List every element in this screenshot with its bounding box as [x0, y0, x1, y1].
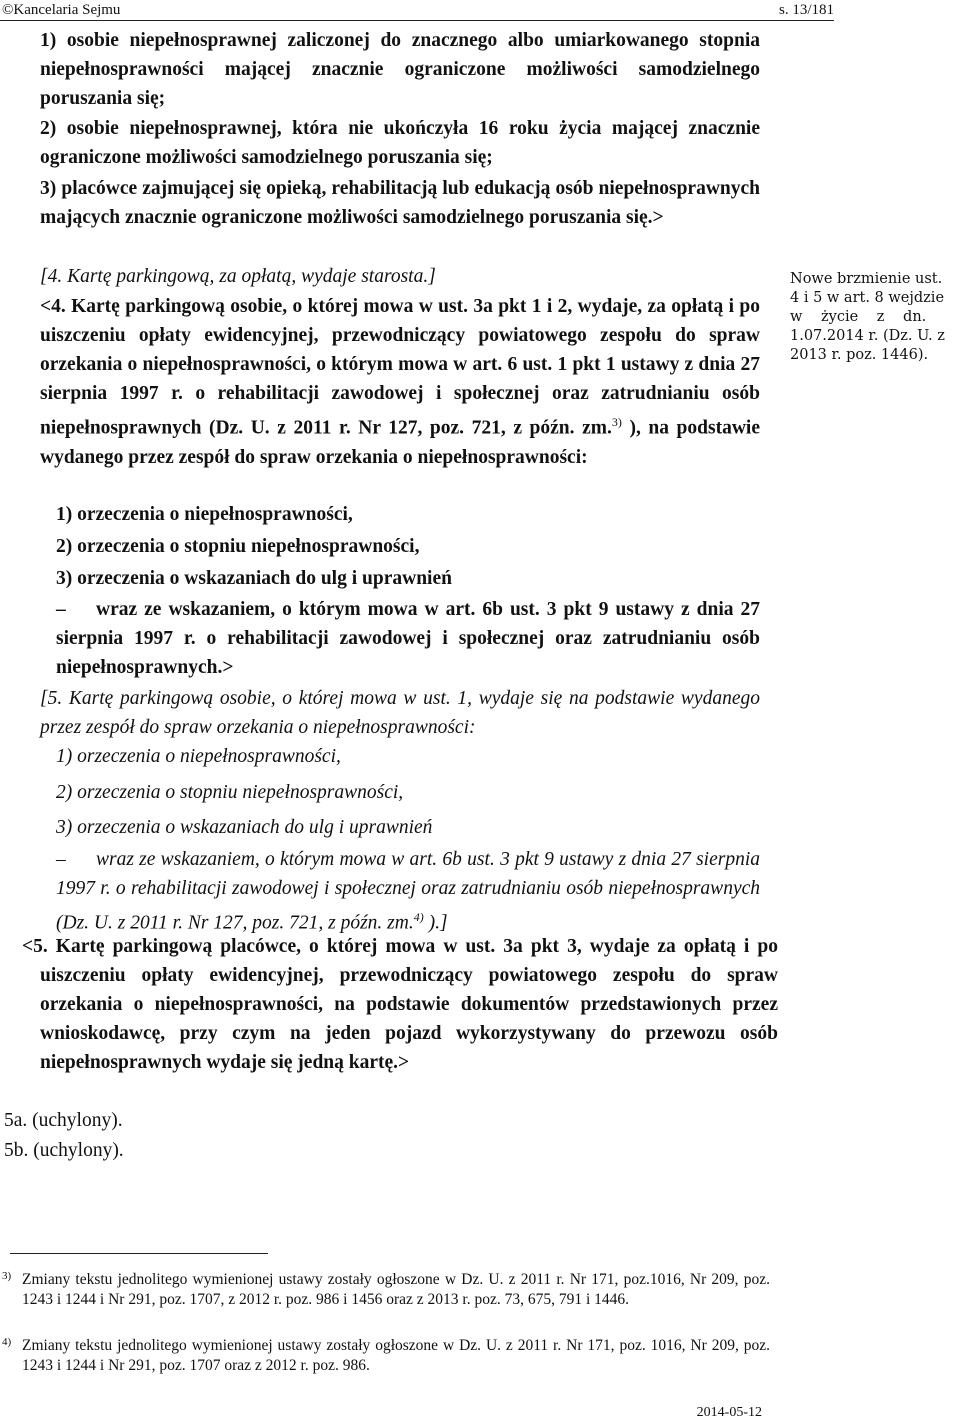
- clause-5b: 5b. (uchylony).: [4, 1140, 124, 1161]
- new-clause-4-dash: –: [56, 599, 66, 620]
- new-clause-5: <5. Kartę parkingową placówce, o której mowa w ust. 3a pkt 3, wydaje za opłatą i po uiszczeniu opłaty ewidencyjnej, przewodniczący powiatowego zespołu do spraw orzekania o niepełnosprawności, na podstawie dokumentów przedstawionych przez wnioskodawcę, przy czym na jeden pojazd wykorzystywany do przewozu osób niepełnosprawnych wydaje się jedną kartę.>: [22, 936, 778, 1073]
- footnote-ref-3: 3): [611, 415, 622, 429]
- new-clause-4-lead: <4. Kartę parkingową osobie, o której mowa w ust. 3a pkt 1 i 2, wydaje, za opłatą i po uiszczeniu opłaty ewidencyjnej, przewodniczący powiatowego zespołu do spraw orzekania o niepełnosprawności, o którym mowa w art. 6 ust. 1 pkt 1 ustawy z dnia 27 sierpnia 1997 r. o rehabilitacji zawodowej i społecznej oraz zatrudnianiu osób niepełnosprawnych (Dz. U. z 2011 r. Nr 127, poz. 721, z późn. zm.: [40, 296, 760, 439]
- margin-note-line-2: 4 i 5 w art. 8 wejdzie: [790, 290, 945, 306]
- header-source: ©Kancelaria Sejmu: [2, 2, 121, 18]
- margin-note-line-5: 2013 r. poz. 1446).: [790, 347, 929, 363]
- page-number: s. 13/181: [778, 2, 834, 18]
- footnote-ref-4: 4): [413, 910, 424, 924]
- footnote-4-text: Zmiany tekstu jednolitego wymienionej ustawy zostały ogłoszone w Dz. U. z 2011 r. Nr 171, poz. 1016, Nr 209, poz. 1243 i 1244 i Nr 291, poz. 1707 oraz z 2012 r. poz. 986.: [22, 1337, 770, 1374]
- old-clause-5-item-2: 2) orzeczenia o stopniu niepełnosprawności,: [56, 782, 404, 803]
- new-clause-4-item-3: 3) orzeczenia o wskazaniach do ulg i uprawnień: [56, 568, 452, 589]
- item-1: 1) osobie niepełnosprawnej zaliczonej do znacznego albo umiarkowanego stopnia niepełnosprawności mającej znacznie ograniczone możliwości samodzielnego poruszania się;: [40, 30, 760, 109]
- footnote-4-mark: 4): [2, 1336, 12, 1348]
- header-rule: [0, 20, 834, 21]
- item-3: 3) placówce zajmującej się opieką, rehabilitacją lub edukacją osób niepełnosprawnych mających znacznie ograniczone możliwości samodzielnego poruszania się.>: [40, 178, 760, 228]
- publication-date: 2014-05-12: [696, 1405, 762, 1420]
- old-clause-4: [4. Kartę parkingową, za opłatą, wydaje starosta.]: [40, 266, 436, 287]
- margin-note-line-4: 1.07.2014 r. (Dz. U. z: [790, 328, 945, 344]
- old-clause-5: [5. Kartę parkingową osobie, o której mowa w ust. 1, wydaje się na podstawie wydanego przez zespół do spraw orzekania o niepełnosprawności:: [40, 688, 760, 738]
- footnote-3-mark: 3): [2, 1270, 12, 1282]
- clause-5a: 5a. (uchylony).: [4, 1110, 123, 1131]
- old-clause-5-tail: [56, 845, 760, 938]
- old-clause-5-item-3: 3) orzeczenia o wskazaniach do ulg i uprawnień: [56, 817, 433, 838]
- footnote-3-text: Zmiany tekstu jednolitego wymienionej ustawy zostały ogłoszone w Dz. U. z 2011 r. Nr 171, poz.1016, Nr 209, poz. 1243 i 1244 i Nr 291, poz. 1707, z 2012 r. poz. 986 i 1456 oraz z 2013 r. poz. 73, 675, 791 i 1446.: [22, 1271, 770, 1308]
- new-clause-4-item-2: 2) orzeczenia o stopniu niepełnosprawności,: [56, 536, 420, 557]
- footnote-rule: [10, 1253, 268, 1254]
- new-clause-4-item-1: 1) orzeczenia o niepełnosprawności,: [56, 504, 353, 525]
- new-clause-4-tail: wraz ze wskazaniem, o którym mowa w art. 6b ust. 3 pkt 9 ustawy z dnia 27 sierpnia 1997 r. o rehabilitacji zawodowej i społecznej oraz zatrudnianiu osób niepełnosprawnych.>: [56, 599, 760, 678]
- footnote-3: [0, 1270, 770, 1310]
- footnote-4: [0, 1336, 770, 1376]
- margin-note-line-3: w życie z dn.: [790, 309, 927, 325]
- new-clause-4: [40, 292, 760, 472]
- margin-note: [790, 270, 960, 365]
- item-2: 2) osobie niepełnosprawnej, która nie ukończyła 16 roku życia mającej znacznie ograniczone możliwości samodzielnego poruszania się;: [40, 118, 760, 168]
- new-clause-4-rest: ), na podstawie wydanego przez zespół do spraw orzekania o niepełnosprawności:: [40, 417, 760, 468]
- old-clause-5-tail-text: wraz ze wskazaniem, o którym mowa w art. 6b ust. 3 pkt 9 ustawy z dnia 27 sierpnia 1997 r. o rehabilitacji zawodowej i społecznej oraz zatrudnianiu osób niepełnosprawnych (Dz. U. z 2011 r. Nr 127, poz. 721, z późn. zm.: [56, 849, 760, 934]
- old-clause-5-dash: –: [56, 849, 66, 870]
- margin-note-line-1: Nowe brzmienie ust.: [790, 271, 943, 287]
- old-clause-5-item-1: 1) orzeczenia o niepełnosprawności,: [56, 746, 341, 767]
- old-clause-5-tail-end: ).]: [423, 912, 448, 934]
